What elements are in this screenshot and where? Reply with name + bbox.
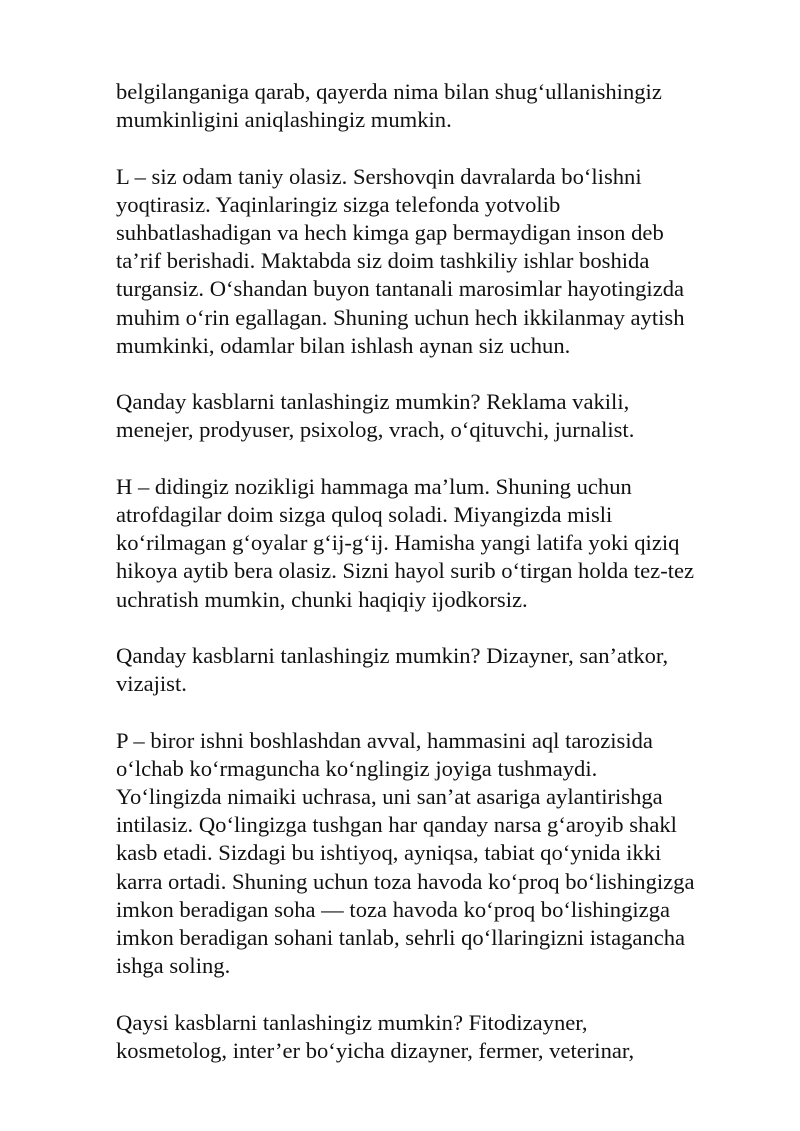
text-line: turgansiz. O‘shandan buyon tantanali marosimlar hayotingizda [116, 276, 685, 302]
text-line: ishga soling. [116, 953, 231, 979]
text-line: ko‘rilmagan g‘oyalar g‘ij-g‘ij. Hamisha yangi latifa yoki qiziq [116, 530, 680, 556]
text-line: Qanday kasblarni tanlashingiz mumkin? Reklama vakili, [116, 389, 630, 415]
text-line: Yo‘lingizda nimaiki uchrasa, uni san’at asariga aylantirishga [116, 784, 663, 809]
text-line: menejer, prodyuser, psixolog, vrach, o‘qituvchi, jurnalist. [116, 417, 635, 443]
text-line: uchratish mumkin, chunki haqiqiy ijodkorsiz. [116, 586, 528, 612]
text-line: P – biror ishni boshlashdan avval, hammasini aql tarozisida [116, 727, 653, 753]
text-line: imkon beradigan sohani tanlab, sehrli qo‘llaringizni istagancha [116, 925, 686, 951]
paragraph-careers-p [116, 1009, 756, 1065]
paragraph-careers-h [116, 642, 756, 698]
paragraph-type-l [116, 163, 756, 360]
text-line: imkon beradigan soha — toza havoda ko‘proq bo‘lishingizga [116, 896, 671, 922]
text-line: intilasiz. Qo‘lingizga tushgan har qanday narsa g‘aroyib shakl [116, 812, 677, 838]
text-line: Qaysi kasblarni tanlashingiz mumkin? Fitodizayner, [116, 1009, 588, 1035]
paragraph-intro [116, 78, 756, 134]
text-line: hikoya aytib bera olasiz. Sizni hayol surib o‘tirgan holda tez-tez [116, 558, 695, 584]
text-line: Qanday kasblarni tanlashingiz mumkin? Dizayner, san’atkor, [116, 643, 669, 668]
text-line: karra ortadi. Shuning uchun toza havoda ko‘proq bo‘lishingizga [116, 868, 695, 894]
text-line: mumkinki, odamlar bilan ishlash aynan siz uchun. [116, 332, 571, 358]
paragraph-careers-l [116, 388, 756, 444]
text-line: belgilanganiga qarab, qayerda nima bilan shug‘ullanishingiz [116, 79, 662, 104]
paragraph-type-p [116, 727, 756, 981]
text-line: atrofdagilar doim sizga quloq soladi. Miyangizda misli [116, 502, 613, 527]
text-line: muhim o‘rin egallagan. Shuning uchun hech ikkilanmay aytish [116, 304, 685, 330]
text-line: L – siz odam taniy olasiz. Sershovqin davralarda bo‘lishni [116, 163, 642, 189]
text-line: kosmetolog, inter’er bo‘yicha dizayner, fermer, veterinar, [116, 1037, 635, 1063]
text-line: suhbatlashadigan va hech kimga gap bermaydigan inson deb [116, 220, 664, 245]
text-line: mumkinligini aniqlashingiz mumkin. [116, 107, 452, 133]
text-line: H – didingiz nozikligi hammaga ma’lum. Shuning uchun [116, 473, 632, 499]
text-line: o‘lchab ko‘rmaguncha ko‘nglingiz joyiga tushmaydi. [116, 755, 598, 781]
document-page [116, 78, 756, 1093]
text-line: vizajist. [116, 671, 187, 697]
paragraph-type-h [116, 473, 756, 614]
text-line: yoqtirasiz. Yaqinlaringiz sizga telefonda yotvolib [116, 191, 561, 217]
text-line: kasb etadi. Sizdagi bu ishtiyoq, ayniqsa, tabiat qo‘ynida ikki [116, 840, 662, 866]
text-line: ta’rif berishadi. Maktabda siz doim tashkiliy ishlar boshida [116, 248, 650, 274]
